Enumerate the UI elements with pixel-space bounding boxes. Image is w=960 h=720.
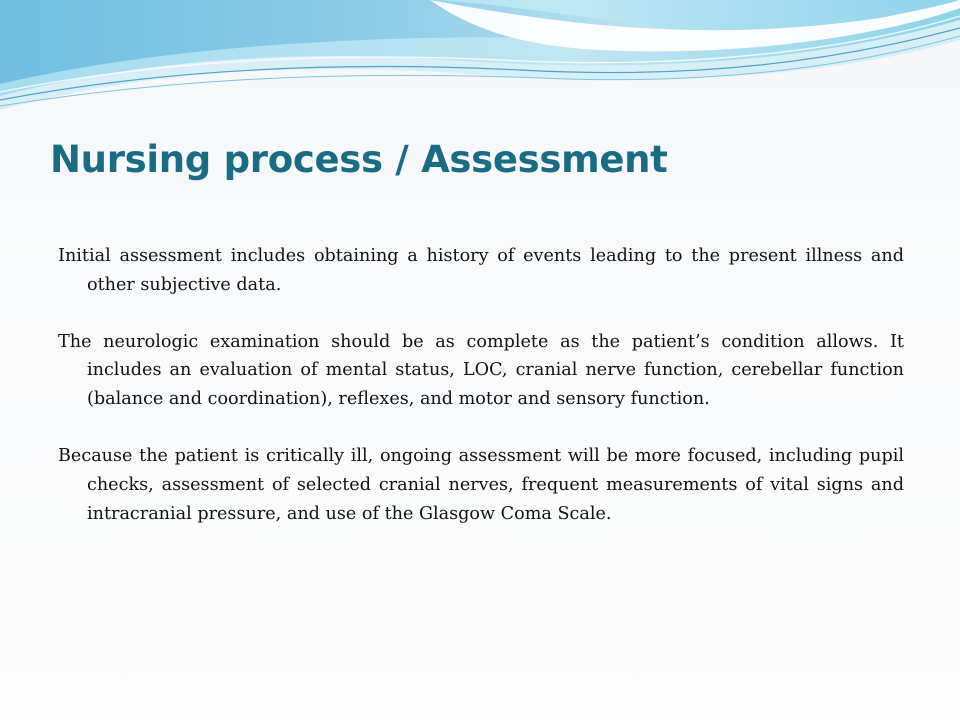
- slide-body: [58, 242, 904, 556]
- slide-title: Nursing process / Assessment: [50, 138, 668, 181]
- paragraph-initial-assessment: Initial assessment includes obtaining a history of events leading to the present illness and other subjective data.: [58, 246, 904, 295]
- paragraph-ongoing-assessment: Because the patient is critically ill, ongoing assessment will be more focused, including pupil checks, assessment of selected cranial nerves, frequent measurements of vital signs and intracranial pressure, and use of the Glasgow Coma Scale.: [58, 445, 904, 524]
- wave-header-decoration: [0, 0, 960, 130]
- paragraph-neurologic-examination: The neurologic examination should be as complete as the patient’s condition allows. It includes an evaluation of mental status, LOC, cranial nerve function, cerebellar function (balance and coordination), reflexes, and motor and sensory function.: [58, 331, 904, 410]
